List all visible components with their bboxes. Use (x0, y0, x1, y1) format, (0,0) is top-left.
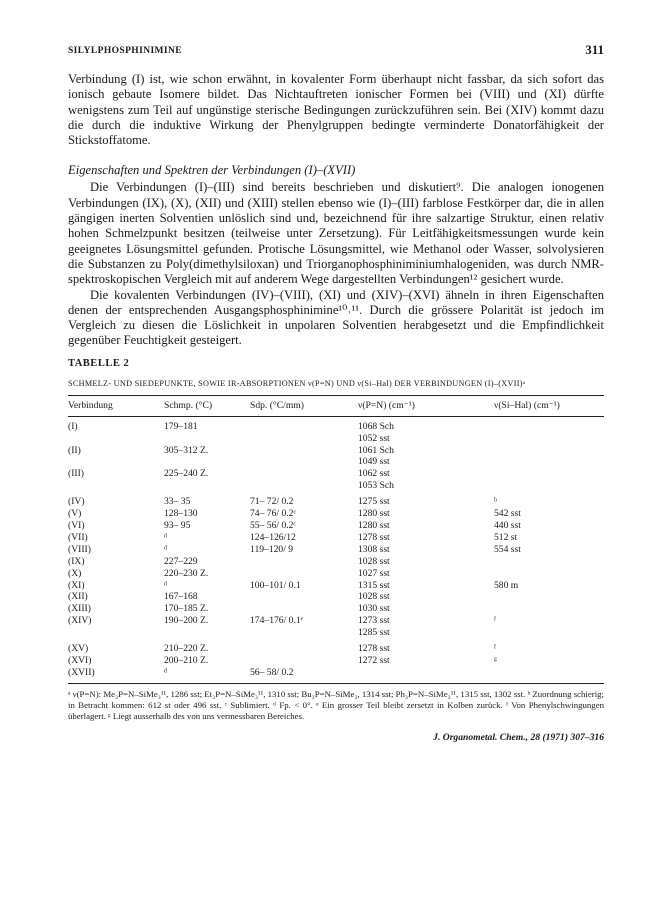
column-header: ν(P=N) (cm⁻¹) (358, 399, 415, 411)
table-cell: 119–120/ 9 (250, 543, 294, 555)
table-cell: ᵈ (164, 543, 167, 555)
table-cell: 210–220 Z. (164, 643, 209, 655)
table-cell: (XII) (68, 591, 88, 603)
column-header: Sdp. (°C/mm) (250, 399, 304, 411)
table-cell: 1285 sst (358, 627, 390, 639)
table-cell: (II) (68, 444, 81, 456)
table-cell (68, 627, 164, 639)
table-cell: 190–200 Z. (164, 615, 209, 627)
table-cell: 1280 sst (358, 508, 390, 520)
table-cell: 170–185 Z. (164, 603, 209, 615)
table-row (68, 667, 604, 679)
table-cell (68, 456, 164, 468)
table-cell: 179–181 (164, 420, 198, 432)
table-cell: 1053 Sch (358, 480, 394, 492)
table-cell: (V) (68, 508, 82, 520)
table-cell: (VII) (68, 531, 88, 543)
table-cell: 512 st (494, 531, 518, 543)
table-cell: 33– 35 (164, 496, 191, 508)
table-cell: 93– 95 (164, 520, 191, 531)
table-cell: 1061 Sch (358, 444, 394, 456)
table-cell: 1280 sst (358, 520, 390, 531)
table-cell: 1027 sst (358, 567, 390, 579)
table-row (68, 532, 604, 544)
table-cell: 74– 76/ 0.2ᶜ (250, 508, 296, 520)
running-head: SILYLPHOSPHINIMINE (68, 46, 183, 56)
table-cell: (XI) (68, 579, 85, 591)
table-cell (250, 591, 358, 603)
table-cell (494, 468, 604, 480)
table-row (68, 639, 604, 655)
paragraph-2: Die Verbindungen (I)–(III) sind bereits beschrieben und diskutiert⁹. Die analogen ionogenen Verbindungen (IX), (X), (XII) und (XIII) stellen ebenso wie (I)–(III) farblose Festkörper dar, die in allen gängigen inerten Solventien unlöslich sind und, bezeichnend für ihre salzartige Struktur, einen relativ hohen Schmelzpunkt besitzen (teilweise unter Zersetzung). Für Leitfähigkeitsmessungen wurde kein geeignetes Lösungsmittel gefunden. Protische Lösungsmittel, wie Methanol oder Wasser, solvolysieren die Substanzen zu Poly(dimethylsiloxan) und Triorganophosphiniminiumhalogeniden, was durch NMR-spektroskopischen Vergleich mit auf anderem Wege dargestellten Verbindungen¹² gesichert wurde. (68, 180, 604, 287)
table-cell: 305–312 Z. (164, 444, 209, 456)
table-cell: 554 sst (494, 543, 521, 555)
paragraph-3: Die kovalenten Verbindungen (IV)–(VIII), (XI) und (XIV)–(XVI) ähneln in ihren Eigenschaften denen der entsprechenden Ausgangsphosphinimine¹⁰˒¹¹. Durch die grössere Polarität ist jedoch im Vergleich zu diesen die Löslichkeit in unpolaren Solventien herabgesetzt und die Empfindlichkeit gegenüber Feuchtigkeit gesteigert. (68, 287, 604, 348)
table-label: TABELLE 2 (68, 357, 130, 369)
table-cell: (XVI) (68, 654, 92, 666)
table-cell: 227–229 (164, 555, 198, 567)
table-row (68, 456, 604, 468)
page-header (68, 40, 604, 60)
table-cell: 580 m (494, 579, 519, 591)
table-footnotes: ᵃ ν(P=N): Me₃P=N–SiMe₃¹¹, 1286 sst; Et₃P=N–SiMe₃¹¹, 1310 sst; Bu₃P=N–SiMe₃, 1314 sst; Ph₃P=N–SiMe₃¹¹, 1315 sst, 1302 sst. ᵇ Zuordnung schierig; in Betracht kommen: 612 st oder 496 sst. ᶜ Sublimiert. ᵈ Fp. < 0°. ᵉ Ein grosser Teil bleibt zersetzt in Kolben zurück. ᶠ Von Phenylschwingungen überlagert. ᵍ Liegt ausserhalb des von uns vermessbaren Bereiches. (68, 688, 604, 722)
table-cell: 1052 sst (358, 432, 390, 444)
table-cell: 1315 sst (358, 579, 390, 591)
table-row (68, 492, 604, 508)
table-cell (250, 655, 358, 667)
table-row (68, 556, 604, 568)
table-cell: 1272 sst (358, 654, 390, 666)
table-row (68, 416, 604, 432)
table-cell: (X) (68, 567, 82, 579)
table-row (68, 520, 604, 532)
table-body (68, 416, 604, 679)
data-table (68, 395, 604, 679)
table-cell: 440 sst (494, 520, 521, 531)
table-caption: SCHMELZ- UND SIEDEPUNKTE, SOWIE IR-ABSORPTIONEN ν(P=N) UND ν(Si–Hal) DER VERBINDUNGEN (I)–(XVII)ᵃ (68, 378, 526, 388)
table-cell: ᵈ (164, 666, 167, 678)
table-cell: 1062 sst (358, 468, 390, 480)
table-cell (494, 433, 604, 445)
table-cell: (I) (68, 420, 78, 432)
table-cell: (VIII) (68, 543, 91, 555)
column-header: Verbindung (68, 399, 113, 411)
table-cell: 167–168 (164, 591, 198, 603)
table-cell: 1049 sst (358, 456, 390, 468)
table-cell: 1030 sst (358, 603, 390, 615)
section-heading: Eigenschaften und Spektren der Verbindungen (I)–(XVII) (68, 163, 356, 178)
table-cell: ᵍ (494, 654, 497, 666)
table-cell: (IV) (68, 496, 85, 508)
document-page (68, 40, 604, 743)
table-cell: 1278 sst (358, 643, 390, 655)
table-cell: ᵈ (164, 531, 167, 543)
table-header-row (68, 395, 604, 416)
table-cell: 128–130 (164, 508, 198, 520)
table-cell (250, 603, 358, 615)
table-row (68, 627, 604, 639)
table-cell: 1028 sst (358, 591, 390, 603)
table-cell (250, 627, 358, 639)
table-cell: 200–210 Z. (164, 654, 209, 666)
table-cell (68, 433, 164, 445)
table-row (68, 591, 604, 603)
table-cell: 56– 58/ 0.2 (250, 666, 294, 678)
table-cell (250, 568, 358, 580)
table-cell (68, 480, 164, 492)
table-cell: 225–240 Z. (164, 468, 209, 480)
table-bottom-rule (68, 683, 604, 684)
table-cell (494, 627, 604, 639)
table-cell: 71– 72/ 0.2 (250, 496, 294, 508)
table-cell: (VI) (68, 520, 85, 531)
table-row (68, 615, 604, 627)
table-cell (164, 456, 250, 468)
column-header: Schmp. (°C) (164, 399, 213, 411)
table-cell (494, 480, 604, 492)
table-cell (358, 667, 494, 679)
table-cell: 542 sst (494, 508, 521, 520)
table-cell: ᵈ (164, 579, 167, 591)
table-row (68, 603, 604, 615)
table-cell: (XV) (68, 643, 89, 655)
table-cell (164, 480, 250, 492)
table-cell (164, 627, 250, 639)
table-cell (164, 433, 250, 445)
table-row (68, 580, 604, 592)
table-cell (494, 591, 604, 603)
table-cell (250, 433, 358, 445)
table-cell (494, 456, 604, 468)
table-cell (494, 603, 604, 615)
table-cell: (XIV) (68, 615, 92, 627)
table-cell: 1275 sst (358, 496, 390, 508)
table-cell (250, 556, 358, 568)
table-row (68, 508, 604, 520)
table-cell: 174–176/ 0.1ᵉ (250, 615, 304, 627)
table-cell: (III) (68, 468, 84, 480)
table-row (68, 433, 604, 445)
table-cell (250, 468, 358, 480)
table-cell: 1278 sst (358, 531, 390, 543)
table-cell (494, 667, 604, 679)
table-cell (250, 456, 358, 468)
table-cell: 1068 Sch (358, 420, 394, 432)
table-cell (250, 445, 358, 457)
table-cell (494, 445, 604, 457)
table-cell (494, 416, 604, 432)
column-header: ν(Si–Hal) (cm⁻¹) (494, 399, 560, 411)
table-cell (250, 480, 358, 492)
table-row (68, 655, 604, 667)
table-cell: 55– 56/ 0.2ᶜ (250, 520, 296, 531)
table-cell: ᶠ (494, 615, 497, 627)
table-row (68, 480, 604, 492)
table-cell: (IX) (68, 555, 85, 567)
table-cell (494, 556, 604, 568)
table-cell (494, 568, 604, 580)
journal-reference: J. Organometal. Chem., 28 (1971) 307–316 (433, 732, 604, 744)
table-row (68, 468, 604, 480)
table-cell (250, 639, 358, 655)
table-cell: (XIII) (68, 603, 91, 615)
table-cell: 220–230 Z. (164, 567, 209, 579)
page-number: 311 (585, 42, 604, 57)
table-cell: 1028 sst (358, 555, 390, 567)
table-cell: 100–101/ 0.1 (250, 579, 301, 591)
table-row (68, 445, 604, 457)
table-cell: 1273 sst (358, 615, 390, 627)
table-row (68, 568, 604, 580)
table-cell: ᶠ (494, 643, 497, 655)
table-row (68, 544, 604, 556)
table-cell: 124–126/12 (250, 531, 296, 543)
paragraph-1: Verbindung (I) ist, wie schon erwähnt, in kovalenter Form überhaupt nicht fassbar, da sich sofort das ionisch gebaute Isomere bildet. Das Nichtauftreten ionischer Formen bei (VIII) und (XI) dürfte wenigstens zum Teil auf ungünstige sterische Bedingungen zurückzuführen sein. Bei (XIV) kommt dazu die durch die induktive Wirkung der Phenylgruppen bedingte verminderte Donatorfähigkeit der Stickstoffatome. (68, 72, 604, 148)
table-cell: (XVII) (68, 666, 95, 678)
table-cell: ᵇ (494, 496, 497, 508)
table-cell (250, 416, 358, 432)
table-cell: 1308 sst (358, 543, 390, 555)
